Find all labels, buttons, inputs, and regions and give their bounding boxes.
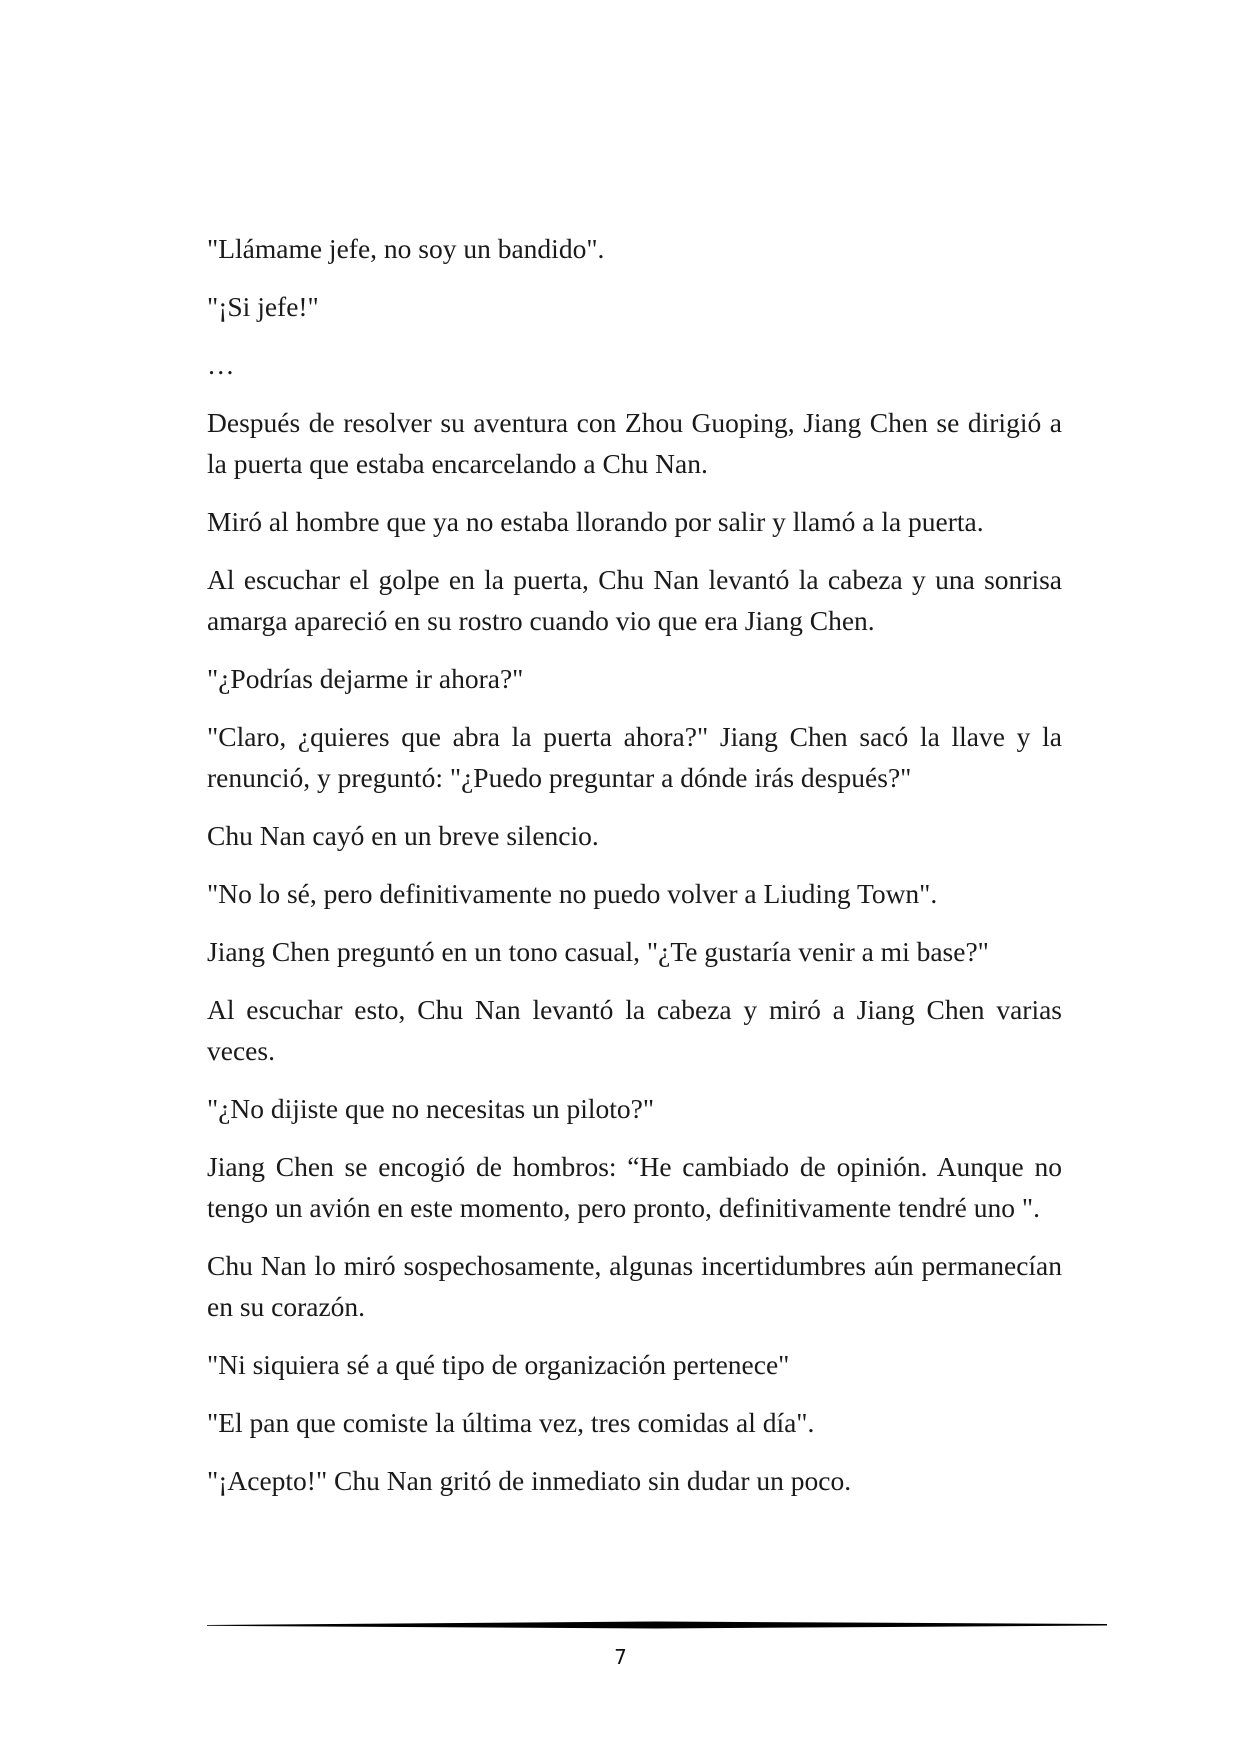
paragraph-5: Miró al hombre que ya no estaba llorando por salir y llamó a la puerta.: [207, 506, 984, 537]
paragraph-9: Chu Nan cayó en un breve silencio.: [207, 820, 599, 851]
paragraph-3: …: [207, 349, 235, 380]
page-number: 7: [614, 1645, 627, 1669]
paragraph-12: Al escuchar esto, Chu Nan levantó la cabeza y miró a Jiang Chen varias veces.: [207, 994, 1062, 1066]
paragraph-17: "El pan que comiste la última vez, tres comidas al día".: [207, 1407, 815, 1438]
paragraph-6: Al escuchar el golpe en la puerta, Chu Nan levantó la cabeza y una sonrisa amarga apareció en su rostro cuando vio que era Jiang Chen.: [207, 564, 1062, 636]
paragraph-16: "Ni siquiera sé a qué tipo de organización pertenece": [207, 1349, 790, 1380]
paragraph-15: Chu Nan lo miró sospechosamente, algunas incertidumbres aún permanecían en su corazón.: [207, 1250, 1062, 1322]
paragraph-8: "Claro, ¿quieres que abra la puerta ahora?" Jiang Chen sacó la llave y la renunció, y preguntó: "¿Puedo preguntar a dónde irás después?": [207, 721, 1062, 793]
paragraph-18: "¡Acepto!" Chu Nan gritó de inmediato sin dudar un poco.: [207, 1465, 852, 1496]
paragraph-14: Jiang Chen se encogió de hombros: “He cambiado de opinión. Aunque no tengo un avión en este momento, pero pronto, definitivamente tendré uno ".: [207, 1151, 1062, 1223]
paragraph-4: Después de resolver su aventura con Zhou Guoping, Jiang Chen se dirigió a la puerta que estaba encarcelando a Chu Nan.: [207, 407, 1062, 479]
footer-divider: [207, 1618, 1107, 1632]
body-text: [207, 228, 1062, 1518]
paragraph-10: "No lo sé, pero definitivamente no puedo volver a Liuding Town".: [207, 878, 938, 909]
paragraph-13: "¿No dijiste que no necesitas un piloto?": [207, 1093, 655, 1124]
paragraph-2: "¡Si jefe!": [207, 291, 319, 322]
paragraph-11: Jiang Chen preguntó en un tono casual, "¿Te gustaría venir a mi base?": [207, 936, 989, 967]
paragraph-7: "¿Podrías dejarme ir ahora?": [207, 663, 524, 694]
paragraph-1: "Llámame jefe, no soy un bandido".: [207, 233, 605, 264]
